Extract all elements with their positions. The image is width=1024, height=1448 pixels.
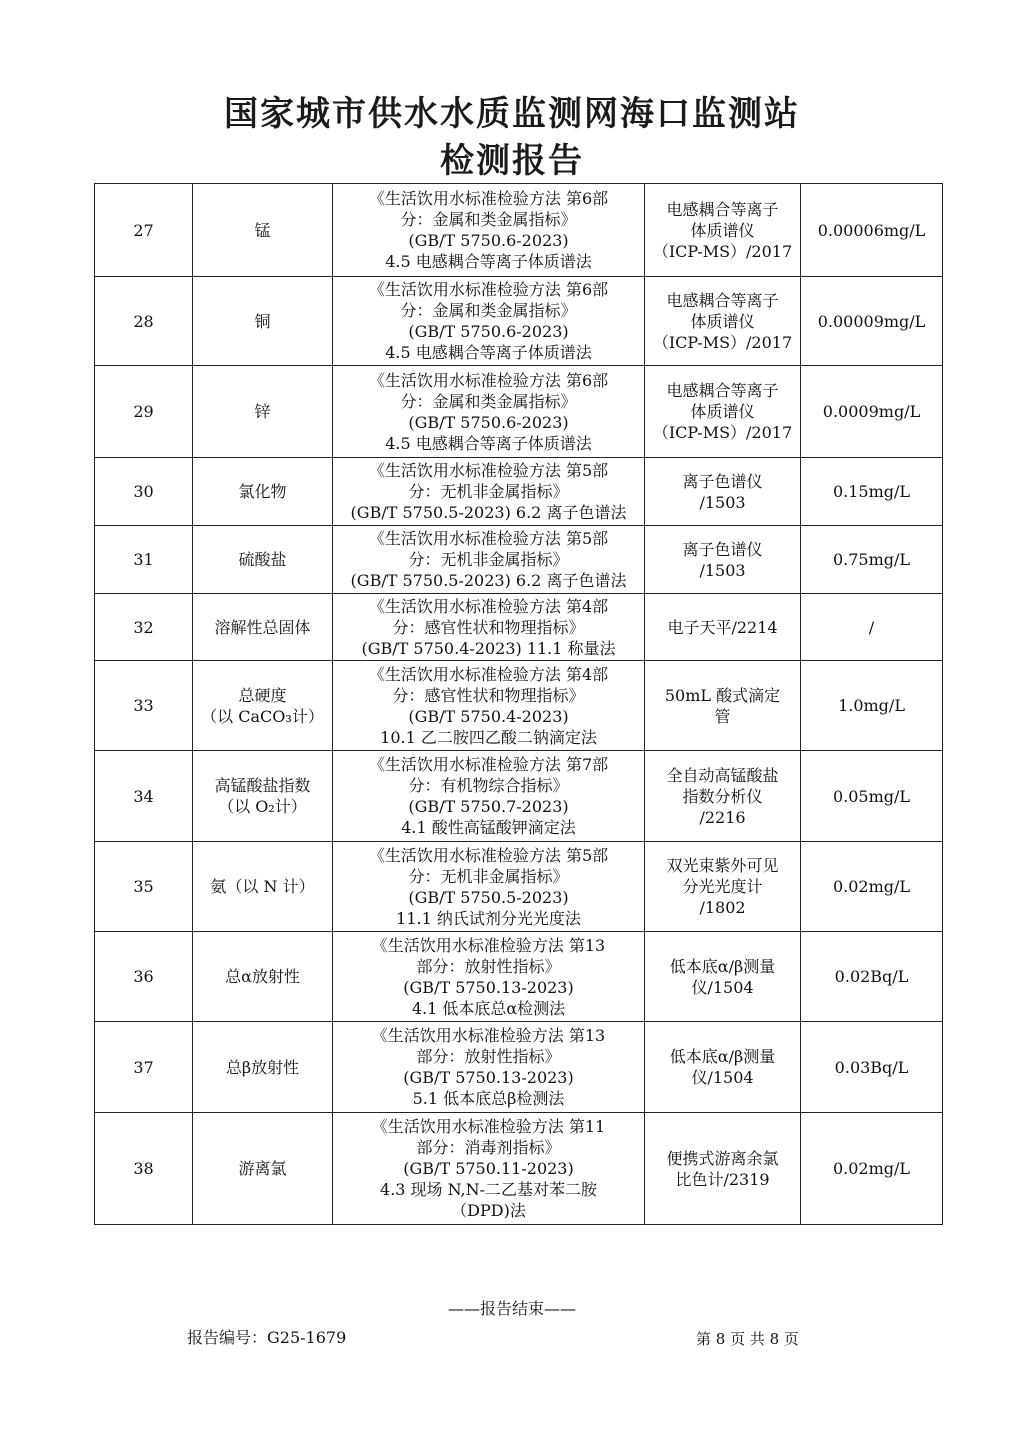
test-method-line: 分：金属和类金属指标》 — [400, 210, 577, 229]
page-number: 第 8 页 共 8 页 — [696, 1330, 799, 1348]
instrument — [645, 842, 801, 932]
test-method-line: 4.1 酸性高锰酸钾滴定法 — [401, 818, 576, 837]
test-item — [193, 277, 333, 366]
row-number: 29 — [95, 366, 193, 458]
instrument — [645, 751, 801, 842]
table-row — [95, 661, 943, 751]
test-method — [333, 661, 645, 751]
instrument — [645, 366, 801, 458]
test-method-line: 《生活饮用水标准检验方法 第5部 — [368, 461, 609, 480]
instrument-line: 低本底α/β测量 — [669, 1047, 776, 1066]
row-number: 35 — [95, 842, 193, 932]
row-number: 28 — [95, 277, 193, 366]
test-method — [333, 277, 645, 366]
report-end-marker: ——报告结束—— — [447, 1299, 576, 1318]
instrument-line: 50mL 酸式滴定 — [664, 685, 781, 705]
test-item-basis: （以 CaCO₃计） — [201, 706, 324, 726]
test-item-basis: （以 O₂计） — [218, 797, 307, 816]
table-row — [95, 366, 943, 458]
table-row — [95, 277, 943, 366]
test-method-line: 《生活饮用水标准检验方法 第5部 — [368, 845, 609, 865]
table-row — [95, 842, 943, 932]
test-item-name: 总硬度 — [238, 685, 287, 705]
row-number: 34 — [95, 751, 193, 842]
test-method-line: (GB/T 5750.5-2023) 6.2 离子色谱法 — [350, 503, 627, 522]
test-method — [333, 594, 645, 661]
row-number: 36 — [95, 932, 193, 1022]
test-method — [333, 458, 645, 526]
test-method-line: 《生活饮用水标准检验方法 第6部 — [368, 370, 609, 390]
test-method-line: 分：无机非金属指标》 — [408, 482, 569, 501]
test-method — [333, 932, 645, 1022]
instrument-line: /2216 — [699, 807, 746, 827]
instrument — [645, 661, 801, 751]
row-number: 30 — [95, 458, 193, 526]
test-method-line: 4.1 低本底总α检测法 — [411, 998, 566, 1018]
test-item-name: 铜 — [254, 311, 271, 331]
instrument-line: 指数分析仪 — [682, 786, 763, 806]
instrument-line: 低本底α/β测量 — [669, 956, 776, 976]
test-method-line: 《生活饮用水标准检验方法 第4部 — [368, 596, 609, 616]
test-item-name: 游离氯 — [238, 1159, 287, 1178]
test-methods-table — [94, 183, 943, 1225]
test-method-line: 分：感官性状和物理指标》 — [392, 617, 585, 637]
table-row — [95, 526, 943, 594]
detection-limit: 0.03Bq/L — [801, 1022, 943, 1113]
test-method — [333, 1022, 645, 1113]
detection-limit: 0.15mg/L — [801, 458, 943, 526]
test-method-line: 《生活饮用水标准检验方法 第5部 — [368, 529, 609, 548]
test-method-line: 分：感官性状和物理指标》 — [392, 685, 585, 705]
instrument — [645, 458, 801, 526]
report-subtitle: 检测报告 — [440, 141, 584, 181]
instrument-line: 电子天平/2214 — [667, 617, 778, 637]
test-item — [193, 366, 333, 458]
detection-limit: 0.02mg/L — [801, 842, 943, 932]
test-item — [193, 842, 333, 932]
instrument-line: 比色计/2319 — [675, 1169, 770, 1189]
table-row — [95, 1022, 943, 1113]
test-method-line: 5.1 低本底总β检测法 — [412, 1089, 565, 1108]
instrument-line: （ICP-MS）/2017 — [652, 423, 793, 442]
instrument — [645, 526, 801, 594]
test-method — [333, 366, 645, 458]
test-item-name: 氨（以 N 计） — [210, 877, 315, 896]
instrument-line: 体质谱仪 — [690, 311, 755, 331]
detection-limit: 0.02mg/L — [801, 1113, 943, 1225]
test-method-line: (GB/T 5750.13-2023) — [403, 977, 574, 997]
detection-limit: 0.75mg/L — [801, 526, 943, 594]
table-body — [95, 184, 943, 1225]
test-method-line: 部分：消毒剂指标》 — [416, 1138, 561, 1157]
instrument-line: 离子色谱仪 — [682, 539, 763, 559]
test-item-name: 氯化物 — [238, 482, 287, 501]
test-item-name: 溶解性总固体 — [214, 617, 311, 637]
test-item-name: 高锰酸盐指数 — [214, 776, 311, 795]
instrument-line: 仪/1504 — [691, 977, 754, 997]
test-item-name: 锌 — [254, 402, 271, 421]
test-method-line: 4.5 电感耦合等离子体质谱法 — [385, 252, 592, 271]
report-number: 报告编号：G25-1679 — [187, 1328, 347, 1347]
instrument-line: 全自动高锰酸盐 — [666, 765, 779, 785]
instrument-line: 仪/1504 — [691, 1068, 754, 1087]
test-method-line: (GB/T 5750.6-2023) — [408, 231, 569, 250]
test-method-line: （DPD)法 — [451, 1201, 526, 1220]
instrument-line: 便携式游离余氯 — [666, 1148, 779, 1168]
instrument-line: /1503 — [699, 560, 746, 580]
test-item-name: 总β放射性 — [225, 1057, 300, 1077]
instrument-line: 离子色谱仪 — [682, 471, 763, 491]
test-method-line: 分：金属和类金属指标》 — [400, 301, 577, 320]
row-number: 32 — [95, 594, 193, 661]
test-item — [193, 661, 333, 751]
test-method-line: 分：无机非金属指标》 — [408, 550, 569, 569]
test-method-line: 4.5 电感耦合等离子体质谱法 — [385, 433, 592, 453]
instrument-line: 分光光度计 — [682, 877, 763, 896]
test-method-line: 分：金属和类金属指标》 — [400, 391, 577, 411]
test-method-line: 《生活饮用水标准检验方法 第13 — [371, 1026, 606, 1045]
test-item — [193, 526, 333, 594]
test-method-line: (GB/T 5750.6-2023) — [408, 322, 569, 341]
table-row — [95, 458, 943, 526]
instrument-line: /1802 — [699, 898, 746, 917]
table-row — [95, 184, 943, 277]
detection-limit: 0.0009mg/L — [801, 366, 943, 458]
instrument-line: 体质谱仪 — [690, 402, 755, 421]
instrument-line: 电感耦合等离子 — [666, 381, 779, 400]
test-item — [193, 184, 333, 277]
test-method-line: 《生活饮用水标准检验方法 第4部 — [368, 664, 609, 684]
test-item — [193, 458, 333, 526]
test-item — [193, 751, 333, 842]
instrument-line: （ICP-MS）/2017 — [652, 241, 793, 261]
test-method-line: 11.1 纳氏试剂分光光度法 — [396, 908, 581, 928]
test-method-line: (GB/T 5750.4-2023) 11.1 称量法 — [361, 638, 616, 658]
report-title: 国家城市供水水质监测网海口监测站 — [224, 94, 800, 134]
test-method — [333, 184, 645, 277]
test-item-name: 硫酸盐 — [238, 550, 287, 569]
row-number: 33 — [95, 661, 193, 751]
test-method-line: (GB/T 5750.6-2023) — [408, 412, 569, 432]
instrument-line: /1503 — [699, 492, 746, 512]
test-method — [333, 751, 645, 842]
test-method-line: 《生活饮用水标准检验方法 第6部 — [368, 189, 609, 208]
test-method-line: 分：有机物综合指标》 — [408, 776, 569, 795]
test-method-line: 4.3 现场 N,N-二乙基对苯二胺 — [379, 1180, 598, 1199]
detection-limit: 0.02Bq/L — [801, 932, 943, 1022]
instrument — [645, 277, 801, 366]
test-method-line: 部分：放射性指标》 — [416, 956, 561, 976]
test-method-line: 《生活饮用水标准检验方法 第7部 — [368, 755, 609, 774]
test-item-name: 总α放射性 — [225, 967, 300, 986]
test-item — [193, 1113, 333, 1225]
row-number: 31 — [95, 526, 193, 594]
test-method-line: 10.1 乙二胺四乙酸二钠滴定法 — [380, 727, 597, 747]
test-method-line: 部分：放射性指标》 — [416, 1047, 561, 1066]
detection-limit: 0.00006mg/L — [801, 184, 943, 277]
test-method-line: (GB/T 5750.7-2023) — [408, 797, 569, 816]
detection-limit: 1.0mg/L — [801, 661, 943, 751]
instrument-line: 电感耦合等离子 — [666, 199, 779, 219]
test-method-line: (GB/T 5750.11-2023) — [403, 1159, 574, 1178]
test-item — [193, 932, 333, 1022]
test-method-line: 《生活饮用水标准检验方法 第13 — [371, 935, 606, 955]
instrument-line: 双光束紫外可见 — [666, 856, 779, 875]
test-method-line: 4.5 电感耦合等离子体质谱法 — [385, 343, 592, 362]
test-method — [333, 1113, 645, 1225]
row-number: 37 — [95, 1022, 193, 1113]
test-method-line: (GB/T 5750.13-2023) — [403, 1068, 574, 1087]
table-row — [95, 594, 943, 661]
instrument — [645, 1022, 801, 1113]
instrument-line: （ICP-MS）/2017 — [652, 332, 793, 352]
test-method-line: 《生活饮用水标准检验方法 第6部 — [368, 280, 609, 299]
row-number: 38 — [95, 1113, 193, 1225]
instrument-line: 管 — [714, 706, 731, 726]
test-item — [193, 1022, 333, 1113]
row-number: 27 — [95, 184, 193, 277]
table-row — [95, 1113, 943, 1225]
instrument — [645, 1113, 801, 1225]
instrument — [645, 184, 801, 277]
test-method-line: 分：无机非金属指标》 — [408, 866, 569, 886]
test-method — [333, 842, 645, 932]
test-method-line: (GB/T 5750.5-2023) — [408, 887, 569, 907]
instrument-line: 电感耦合等离子 — [666, 290, 779, 310]
detection-limit: / — [801, 594, 943, 661]
instrument-line: 体质谱仪 — [690, 220, 755, 240]
test-item-name: 锰 — [254, 220, 271, 240]
table-row — [95, 932, 943, 1022]
detection-limit: 0.05mg/L — [801, 751, 943, 842]
detection-limit: 0.00009mg/L — [801, 277, 943, 366]
test-method-line: 《生活饮用水标准检验方法 第11 — [371, 1117, 606, 1136]
test-item — [193, 594, 333, 661]
instrument — [645, 932, 801, 1022]
table-row — [95, 751, 943, 842]
test-method-line: (GB/T 5750.5-2023) 6.2 离子色谱法 — [350, 571, 627, 590]
instrument — [645, 594, 801, 661]
test-method — [333, 526, 645, 594]
test-method-line: (GB/T 5750.4-2023) — [408, 706, 569, 726]
